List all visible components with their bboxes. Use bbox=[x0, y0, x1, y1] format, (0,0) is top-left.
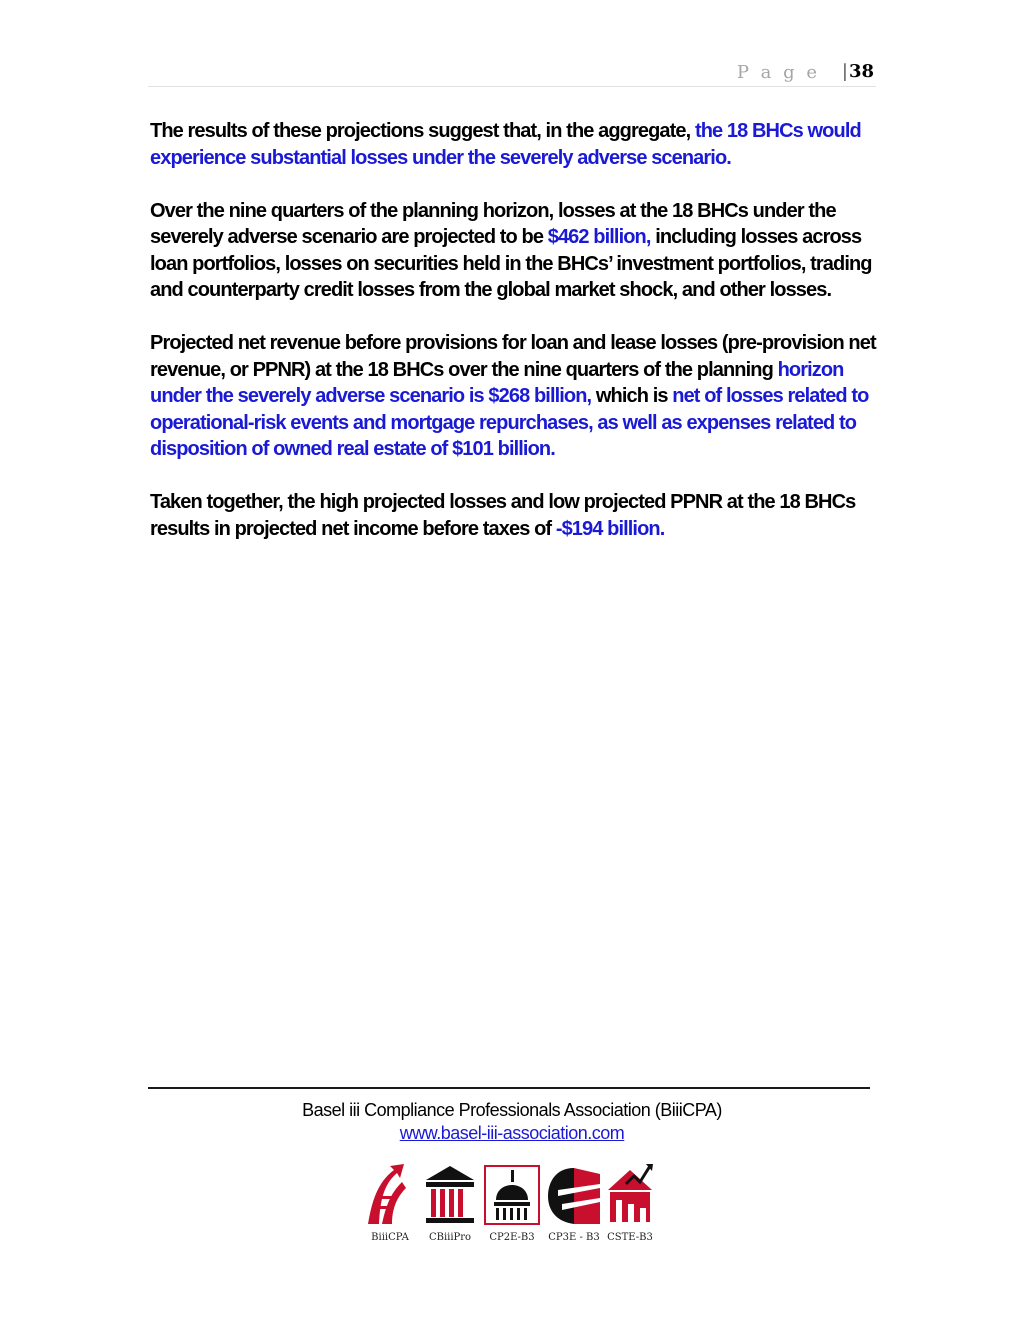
highlighted-text: $462 billion, bbox=[547, 226, 651, 248]
logo-label: CSTE-B3 bbox=[607, 1232, 653, 1243]
cbiiipro-logo-icon bbox=[420, 1160, 480, 1230]
logo-cste-b3 bbox=[600, 1160, 660, 1250]
paragraph-aggregate-results bbox=[150, 118, 880, 171]
highlighted-text: net of losses related to operational-risk events and mortgage repurchases, as well as expenses related to disposition of owned real estate of $101 billion. bbox=[150, 385, 869, 460]
footer-divider bbox=[148, 1087, 870, 1089]
paragraph-net-income bbox=[150, 489, 880, 542]
logo-label: CP3E - B3 bbox=[548, 1232, 600, 1243]
paragraph-text: including losses across loan portfolios, losses on securities held in the BHCs’ investment portfolios, trading and counterparty credit losses from the global market shock, and other losses. bbox=[150, 226, 872, 301]
logo-biiicpa bbox=[360, 1160, 420, 1250]
biiicpa-logo-icon bbox=[360, 1160, 420, 1230]
cste-b3-logo-icon bbox=[600, 1160, 660, 1230]
highlighted-text: the 18 BHCs would experience substantial losses under the severely adverse scenario. bbox=[150, 120, 861, 169]
page-separator: | bbox=[841, 61, 848, 82]
highlighted-text: -$194 billion. bbox=[555, 517, 665, 540]
paragraph-text: Projected net revenue before provisions for loan and lease losses (pre-provision net revenue, or PPNR) at the 18 BHCs over the nine quarters of the planning bbox=[150, 332, 876, 381]
paragraph-text: Taken together, the high projected losses and low projected PPNR at the 18 BHCs results in projected net income before taxes of bbox=[150, 491, 856, 540]
logo-label: CP2E-B3 bbox=[489, 1232, 535, 1243]
paragraph-text: Over the nine quarters of the planning horizon, losses at the 18 BHCs under the severely adverse scenario are projected to be bbox=[150, 199, 836, 248]
page-label: P a g e bbox=[736, 62, 820, 83]
paragraph-projected-losses bbox=[150, 198, 880, 304]
footer-organization: Basel iii Compliance Professionals Association (BiiiCPA) bbox=[302, 1100, 722, 1120]
page-header bbox=[148, 56, 876, 87]
paragraph-text: The results of these projections suggest that, in the aggregate, bbox=[150, 120, 695, 142]
document-body bbox=[150, 118, 880, 569]
logo-cp2e-b3 bbox=[482, 1160, 542, 1250]
association-logos bbox=[360, 1160, 660, 1250]
highlighted-text: horizon under the severely adverse scenario is $268 billion, bbox=[150, 358, 844, 407]
logo-label: CBiiiPro bbox=[428, 1232, 472, 1243]
page-number: 38 bbox=[848, 61, 874, 82]
logo-cbiiipro bbox=[420, 1160, 480, 1250]
footer-website-link[interactable]: www.basel-iii-association.com bbox=[399, 1123, 625, 1143]
paragraph-text: which is bbox=[591, 385, 673, 407]
paragraph-ppnr bbox=[150, 330, 880, 463]
cp2e-b3-logo-icon bbox=[482, 1160, 542, 1230]
logo-label: BiiiCPA bbox=[371, 1232, 409, 1243]
cp3e-b3-logo-icon bbox=[544, 1160, 604, 1230]
